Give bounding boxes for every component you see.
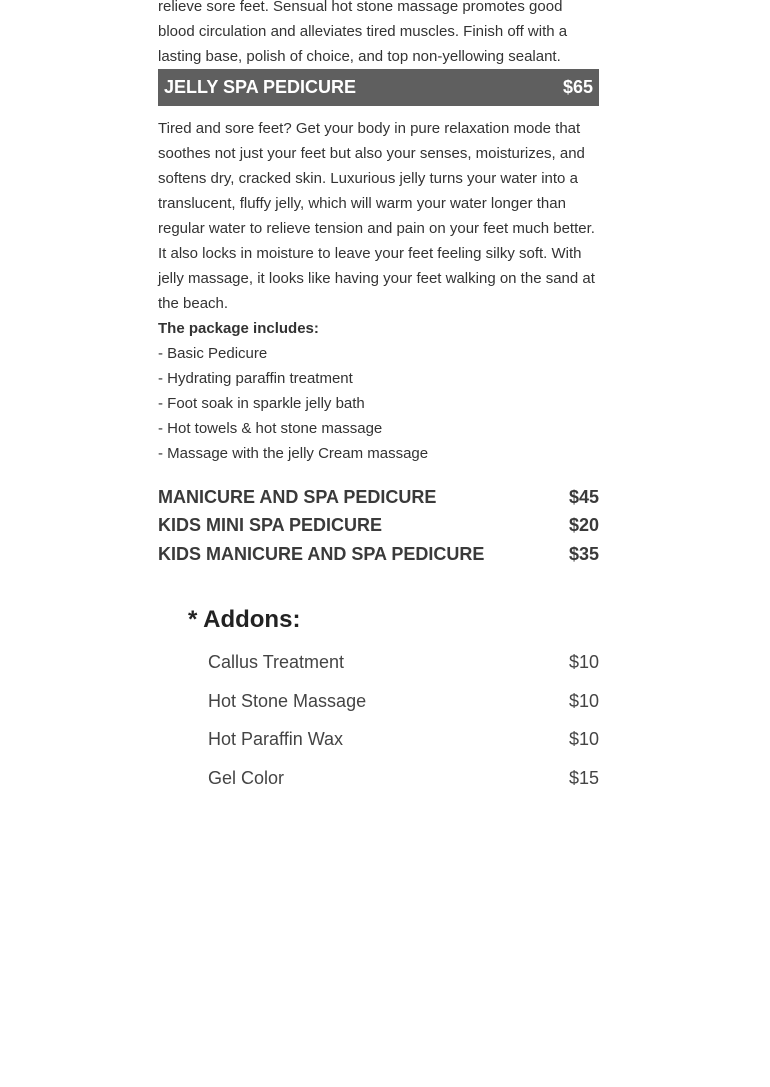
service-item (158, 535, 599, 574)
service-list (158, 478, 599, 574)
featured-service-header (158, 69, 599, 106)
addon-price: $10 (568, 652, 599, 673)
service-name: KIDS MINI SPA PEDICURE (158, 515, 383, 536)
addon-name: Hot Paraffin Wax (208, 729, 344, 750)
description-line: relieve sore feet. Sensual hot stone massage promotes good (158, 0, 563, 15)
addon-name: Callus Treatment (208, 652, 345, 673)
service-title: JELLY SPA PEDICURE (164, 77, 357, 97)
include-item: - Hot towels & hot stone massage (158, 420, 383, 437)
addon-item (158, 644, 599, 683)
includes-label: The package includes: (158, 320, 319, 337)
service-price: $20 (568, 515, 599, 536)
addon-price: $15 (568, 767, 599, 788)
service-name: MANICURE AND SPA PEDICURE (158, 486, 437, 507)
addon-name: Gel Color (208, 767, 285, 788)
service-price: $35 (568, 543, 599, 564)
addons-list (158, 644, 599, 798)
previous-description (158, 0, 599, 69)
addon-price: $10 (568, 690, 599, 711)
service-price: $45 (568, 486, 599, 507)
addon-item (158, 721, 599, 760)
featured-description (158, 116, 599, 466)
include-item: - Foot soak in sparkle jelly bath (158, 395, 365, 412)
description-text: Tired and sore feet? Get your body in pure relaxation mode that soothes not just your feet but also your senses, moisturizes, and softens dry, cracked skin. Luxurious jelly turns your water into a translucent, fluffy jelly, which will warm your water longer than regular water to relieve tension and pain on your feet much better. It also locks in moisture to leave your feet feeling silky soft. With jelly massage, it looks like having your feet walking on the sand at the beach. (158, 120, 595, 312)
addon-price: $10 (568, 729, 599, 750)
addon-item (158, 759, 599, 798)
menu-content (158, 0, 599, 798)
addons-heading: * Addons: (188, 605, 301, 633)
service-price: $65 (562, 77, 593, 97)
description-line: blood circulation and alleviates tired muscles. Finish off with a (158, 23, 568, 40)
addon-item (158, 682, 599, 721)
service-name: KIDS MANICURE AND SPA PEDICURE (158, 543, 485, 564)
include-item: - Massage with the jelly Cream massage (158, 445, 429, 462)
include-item: - Basic Pedicure (158, 345, 268, 362)
include-item: - Hydrating paraffin treatment (158, 370, 353, 387)
addon-name: Hot Stone Massage (208, 690, 367, 711)
description-line: lasting base, polish of choice, and top non-yellowing sealant. (158, 48, 561, 65)
